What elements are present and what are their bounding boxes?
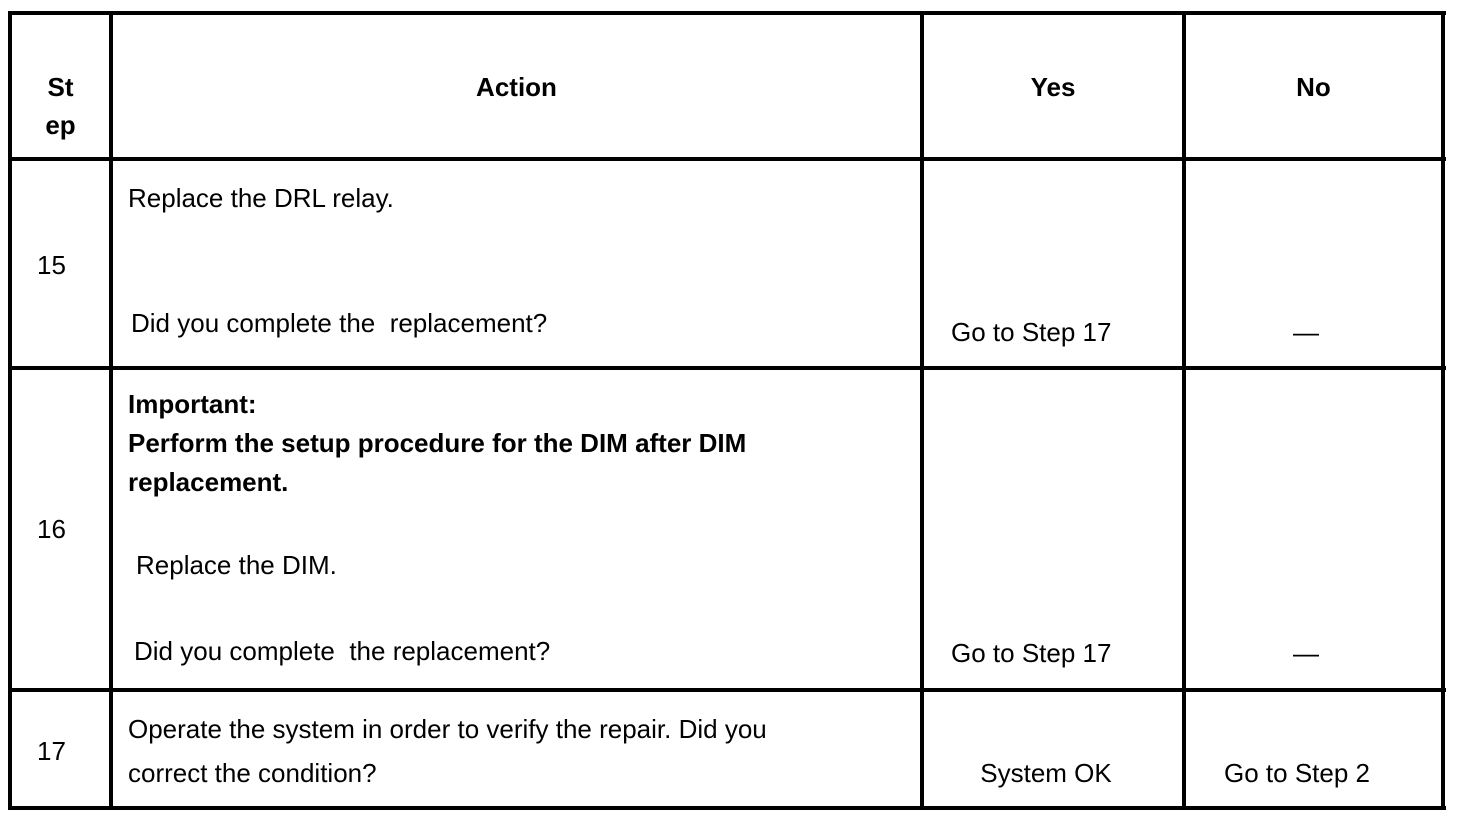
row-divider <box>8 366 1446 370</box>
table-border-right <box>1441 11 1445 810</box>
yes-result: Go to Step 17 <box>951 638 1112 668</box>
no-result: Go to Step 2 <box>1224 758 1370 788</box>
table-border-top <box>8 11 1446 15</box>
action-text: correct the condition? <box>128 758 377 788</box>
header-yes: Yes <box>1030 72 1076 102</box>
important-label: Important: <box>128 389 257 419</box>
no-result: — <box>1293 638 1319 668</box>
column-divider <box>109 11 113 810</box>
column-divider <box>920 11 924 810</box>
step-number: 17 <box>37 736 66 766</box>
header-step <box>12 68 109 144</box>
yes-result: Go to Step 17 <box>951 317 1112 347</box>
header-action: Action <box>476 72 557 102</box>
header-step-line1: St <box>47 72 74 102</box>
step-number: 15 <box>37 250 66 280</box>
yes-result: System OK <box>980 758 1112 788</box>
header-step-line2: ep <box>45 110 76 140</box>
header-no: No <box>1296 72 1331 102</box>
step-number: 16 <box>37 514 66 544</box>
table-border-bottom <box>8 806 1446 810</box>
action-question: Did you complete the replacement? <box>131 308 548 338</box>
column-divider <box>1182 11 1186 810</box>
action-text: Operate the system in order to verify the repair. Did you <box>128 714 767 744</box>
important-note: replacement. <box>128 467 289 497</box>
important-note: Perform the setup procedure for the DIM after DIM <box>128 428 747 458</box>
action-text: Replace the DRL relay. <box>128 183 394 213</box>
action-text: Replace the DIM. <box>136 550 337 580</box>
action-question: Did you complete the replacement? <box>134 636 551 666</box>
no-result: — <box>1293 317 1319 347</box>
row-divider <box>8 688 1446 692</box>
header-divider <box>8 157 1446 161</box>
